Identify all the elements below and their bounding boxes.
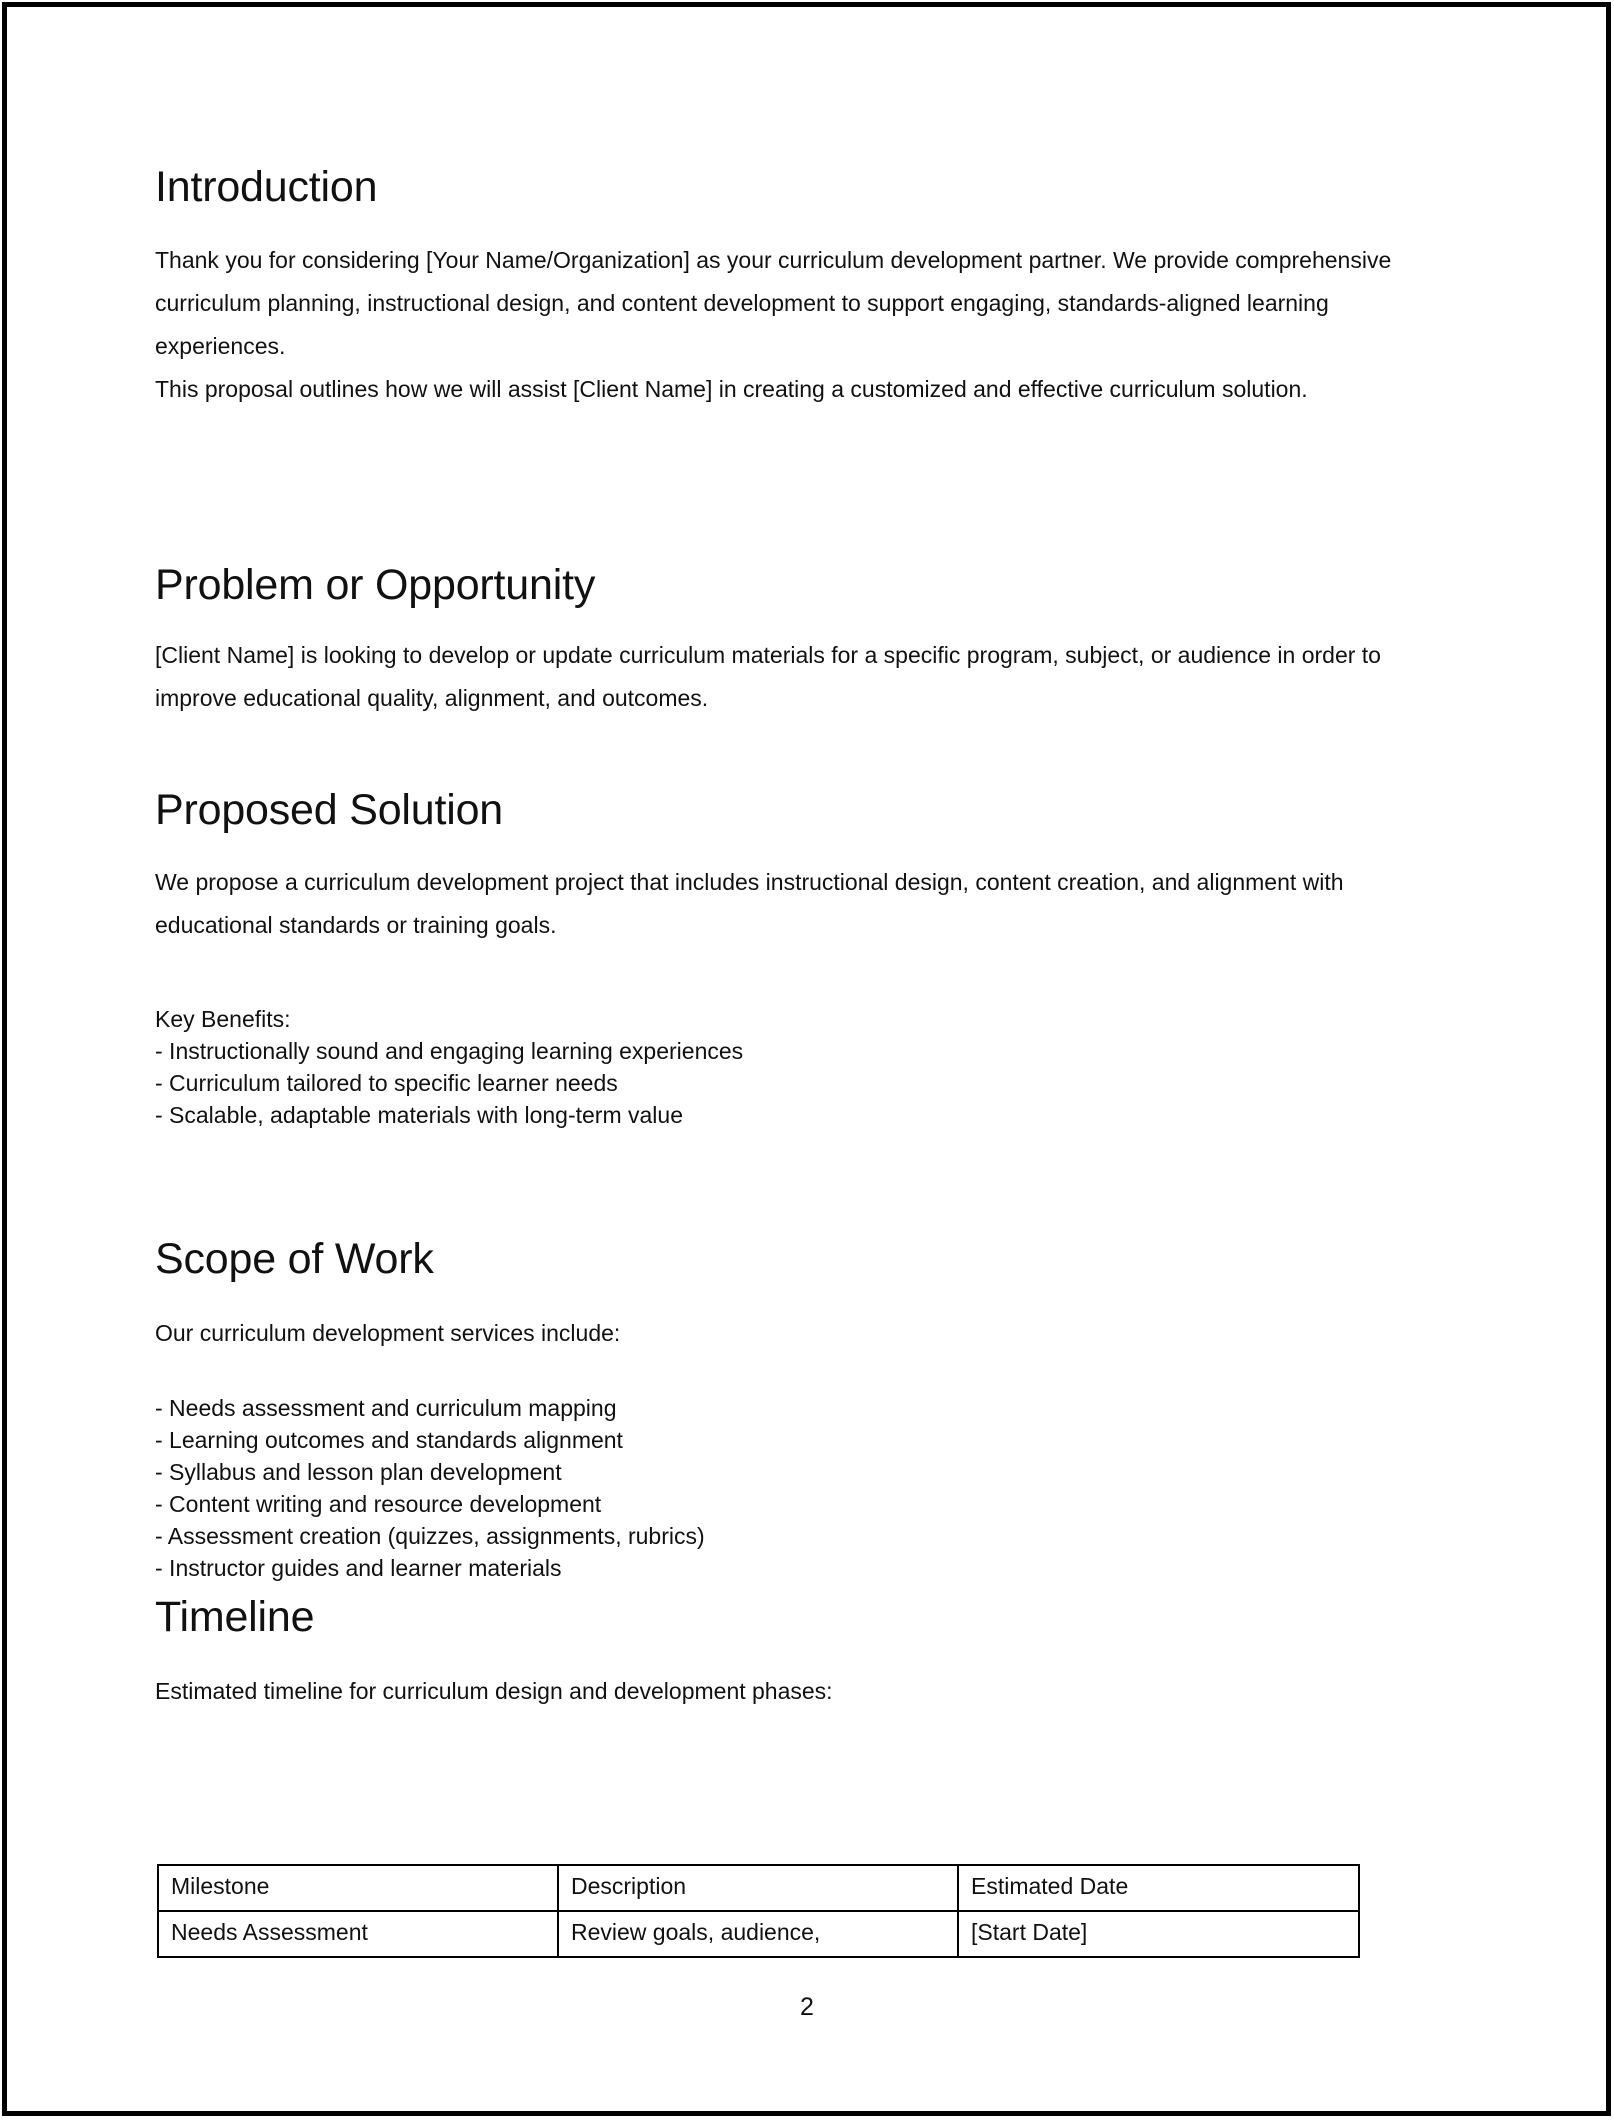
proposed-solution-heading: Proposed Solution — [155, 786, 504, 834]
problem-section-heading-wrap — [155, 560, 595, 610]
introduction-paragraph-2: This proposal outlines how we will assist [Client Name] in creating a customized and effective curriculum solution. — [155, 376, 1308, 402]
column-header-milestone: Milestone — [158, 1865, 558, 1911]
introduction-heading: Introduction — [155, 163, 378, 211]
list-item: - Curriculum tailored to specific learner needs — [155, 1070, 618, 1096]
introduction-paragraph-1-wrap — [155, 239, 1443, 368]
timeline-section-heading-wrap — [155, 1592, 314, 1642]
list-item: - Content writing and resource development — [155, 1491, 602, 1517]
scope-of-work-list — [155, 1392, 705, 1584]
table-row — [158, 1911, 1359, 1957]
scope-section-heading-wrap — [155, 1234, 434, 1284]
proposed-solution-paragraph: We propose a curriculum development project that includes instructional design, content creation, and alignment with educational standards or training goals. — [155, 869, 1344, 938]
page-number: 2 — [800, 1993, 814, 2021]
list-item: - Syllabus and lesson plan development — [155, 1459, 562, 1485]
key-benefits-block — [155, 1003, 743, 1131]
cell-estimated-date: [Start Date] — [958, 1911, 1359, 1957]
introduction-paragraph-1: Thank you for considering [Your Name/Organization] as your curriculum development partner. We provide comprehensive curriculum planning, instructional design, and content development to support engaging, standards-aligned learning experiences. — [155, 247, 1392, 359]
table-header-row — [158, 1865, 1359, 1911]
solution-paragraph-wrap — [155, 861, 1443, 947]
timeline-table — [157, 1864, 1360, 1958]
introduction-paragraph-2-wrap — [155, 368, 1308, 411]
timeline-heading: Timeline — [155, 1593, 315, 1641]
list-item: - Assessment creation (quizzes, assignments, rubrics) — [155, 1523, 705, 1549]
timeline-intro-wrap — [155, 1670, 833, 1713]
introduction-section-heading-wrap — [155, 162, 377, 212]
timeline-intro: Estimated timeline for curriculum design and development phases: — [155, 1678, 833, 1704]
problem-paragraph-wrap — [155, 634, 1443, 720]
list-item: - Scalable, adaptable materials with long-term value — [155, 1102, 683, 1128]
solution-section-heading-wrap — [155, 785, 503, 835]
column-header-description: Description — [558, 1865, 958, 1911]
problem-or-opportunity-heading: Problem or Opportunity — [155, 561, 596, 609]
key-benefits-label: Key Benefits: — [155, 1006, 291, 1032]
scope-intro-wrap — [155, 1312, 620, 1355]
list-item: - Learning outcomes and standards alignment — [155, 1427, 623, 1453]
list-item: - Instructionally sound and engaging learning experiences — [155, 1038, 744, 1064]
scope-of-work-heading: Scope of Work — [155, 1235, 434, 1283]
scope-of-work-intro: Our curriculum development services include: — [155, 1320, 621, 1346]
list-item: - Instructor guides and learner materials — [155, 1555, 562, 1581]
list-item: - Needs assessment and curriculum mapping — [155, 1395, 617, 1421]
cell-description: Review goals, audience, — [558, 1911, 958, 1957]
problem-or-opportunity-paragraph: [Client Name] is looking to develop or update curriculum materials for a specific program, subject, or audience in order to improve educational quality, alignment, and outcomes. — [155, 642, 1381, 711]
column-header-estimated-date: Estimated Date — [958, 1865, 1359, 1911]
cell-milestone: Needs Assessment — [158, 1911, 558, 1957]
